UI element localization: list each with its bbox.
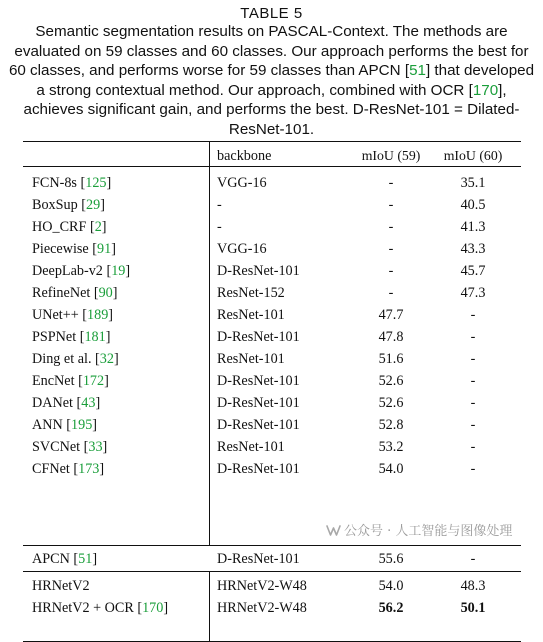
method-label: APCN [ [32,551,79,567]
citation-bracket: ] [163,600,169,616]
miou-59-cell: 56.2 [378,600,404,616]
method-name [32,197,105,213]
miou-59-cell: - [388,197,394,213]
backbone-cell: ResNet-101 [217,351,285,367]
citation-bracket: ] [113,351,119,367]
miou-60-cell: 47.3 [460,285,486,301]
method-label: DeepLab-v2 [ [32,263,112,279]
citation-link[interactable]: 2 [94,219,102,235]
method-name [32,219,107,235]
method-label: CFNet [ [32,461,79,477]
backbone-cell: - [217,197,222,213]
miou-59-cell: - [388,285,394,301]
citation-bracket: ] [95,395,101,411]
miou-59-cell: 54.0 [378,461,404,477]
citation-bracket: ] [100,197,105,213]
backbone-cell: HRNetV2-W48 [217,600,307,616]
table-row [23,597,521,619]
miou-59-cell: 52.6 [378,395,404,411]
citation-bracket: ] [125,263,131,279]
miou-59-cell: 51.6 [378,351,404,367]
miou-59-cell: - [388,219,394,235]
miou-60-cell: 50.1 [460,600,486,616]
method-label: HRNetV2 [32,578,90,594]
miou-60-cell: - [470,551,476,567]
miou-60-cell: - [470,373,476,389]
header-miou-59: mIoU (59) [361,148,421,163]
backbone-cell: ResNet-101 [217,307,285,323]
miou-60-cell: - [470,307,476,323]
table-row [23,458,521,480]
miou-59-cell: 47.7 [378,307,404,323]
citation-link[interactable]: 51 [78,551,93,567]
miou-60-cell: - [470,329,476,345]
table-row [23,282,521,304]
method-label: HO_CRF [ [32,219,95,235]
caption-text-1: Semantic segmentation results on PASCAL-Context. The methods are evaluated on 59 classes and 60 classes. Our approach performs the best for 60 classes, and performs worse for 59 classes than APCN [ [8,23,529,80]
backbone-cell: D-ResNet-101 [217,417,300,433]
top-rule [23,141,521,142]
watermark-text: 公众号 · 人工智能与图像处理 [344,524,513,539]
method-label: Piecewise [ [32,241,98,257]
citation-link[interactable]: 172 [82,373,105,389]
method-label: SVCNet [ [32,439,89,455]
miou-60-cell: - [470,417,476,433]
method-name [32,351,119,367]
miou-60-cell: - [470,461,476,477]
citation-link[interactable]: 125 [85,175,107,191]
group-rule-2 [23,571,521,572]
miou-59-cell: - [388,241,394,257]
citation-bracket: ] [99,461,105,477]
table-row [23,216,521,238]
miou-60-cell: - [470,351,476,367]
table-row [23,414,521,436]
method-label: ANN [ [32,417,72,433]
table-row [23,194,521,216]
backbone-cell: D-ResNet-101 [217,461,300,477]
table-row [23,304,521,326]
citation-bracket: ] [111,241,116,257]
citation-link[interactable]: 189 [87,307,109,323]
header-backbone: backbone [217,148,272,164]
miou-59-cell: 52.6 [378,373,404,389]
citation-link[interactable]: 181 [84,329,106,345]
method-name [32,417,97,433]
wechat-channel-icon [326,524,341,537]
backbone-cell: D-ResNet-101 [217,329,300,345]
method-label: PSPNet [ [32,329,85,345]
citation-link[interactable]: 170 [142,600,164,616]
backbone-cell: D-ResNet-101 [217,263,300,279]
citation-link[interactable]: 43 [81,395,96,411]
citation-link[interactable]: 33 [88,439,103,455]
citation-bracket: ] [101,219,107,235]
table-number: TABLE 5 [240,5,303,22]
backbone-cell: D-ResNet-101 [217,551,300,567]
method-name [32,395,100,411]
citation-bracket: ] [112,285,118,301]
table-row [23,548,521,570]
method-name [32,285,118,301]
backbone-cell: - [217,219,222,235]
miou-60-cell: - [470,395,476,411]
table-row [23,260,521,282]
miou-60-cell: 45.7 [460,263,486,279]
miou-59-cell: 53.2 [378,439,404,455]
backbone-cell: VGG-16 [217,175,267,191]
method-label: FCN-8s [ [32,175,86,191]
table-row [23,326,521,348]
table-row [23,370,521,392]
method-label: UNet++ [ [32,307,88,323]
backbone-cell: VGG-16 [217,241,267,257]
method-name [32,263,130,279]
method-name [32,373,109,389]
method-label: RefineNet [ [32,285,99,301]
citation-bracket: ] [92,551,98,567]
table-row [23,238,521,260]
citation-bracket: ] [105,329,111,345]
backbone-cell: D-ResNet-101 [217,395,300,411]
miou-59-cell: 55.6 [378,551,404,567]
citation-link[interactable]: 29 [86,197,101,213]
citation-link[interactable]: 195 [71,417,93,433]
table-row [23,436,521,458]
watermark [326,520,512,539]
table-row [23,172,521,194]
caption-text-2: ] that developed a strong contextual method. Our approach, combined with OCR [ [36,62,535,99]
method-label: DANet [ [32,395,82,411]
miou-59-cell: 47.8 [378,329,404,345]
method-label: EncNet [ [32,373,83,389]
method-name [32,175,111,191]
citation-link[interactable]: 173 [78,461,100,477]
miou-59-cell: 54.0 [378,578,404,594]
table-row [23,392,521,414]
method-name [32,307,113,323]
backbone-cell: ResNet-152 [217,285,285,301]
group-rule-1 [23,545,521,546]
backbone-cell: ResNet-101 [217,439,285,455]
caption-text-3: ], achieves significant gain, and performs the best. D-ResNet-101 = Dilated-ResNet-101. [23,81,520,138]
method-name [32,329,110,345]
backbone-cell: D-ResNet-101 [217,373,300,389]
method-name [32,578,90,594]
method-label: Ding et al. [ [32,351,100,367]
miou-60-cell: 40.5 [460,197,486,213]
miou-60-cell: 48.3 [460,578,486,594]
citation-bracket: ] [108,307,114,323]
method-name [32,551,97,567]
method-name [32,241,116,257]
citation-bracket: ] [106,175,112,191]
miou-60-cell: 35.1 [460,175,486,191]
miou-60-cell: 43.3 [460,241,486,257]
citation-link[interactable]: 19 [111,263,126,279]
method-name [32,600,168,616]
citation-link[interactable]: 32 [99,351,114,367]
miou-59-cell: - [388,175,394,191]
backbone-cell: HRNetV2-W48 [217,578,307,594]
table-header-row [23,145,521,167]
method-name [32,461,104,477]
table-row [23,575,521,597]
citation-bracket: ] [92,417,98,433]
method-name [32,439,107,455]
citation-bracket: ] [102,439,108,455]
caption-citation-ocr[interactable]: 170 [472,81,499,99]
method-label: HRNetV2 + OCR [ [32,600,143,616]
caption-citation-apcn[interactable]: 51 [409,62,426,80]
miou-60-cell: 41.3 [460,219,486,235]
method-label: BoxSup [ [32,197,86,213]
miou-60-cell: - [470,439,476,455]
citation-link[interactable]: 91 [97,241,112,257]
citation-bracket: ] [104,373,109,389]
header-miou-60: mIoU (60) [443,148,503,163]
table-row [23,348,521,370]
miou-59-cell: 52.8 [378,417,404,433]
miou-59-cell: - [388,263,394,279]
citation-link[interactable]: 90 [98,285,113,301]
table-caption [6,22,537,140]
